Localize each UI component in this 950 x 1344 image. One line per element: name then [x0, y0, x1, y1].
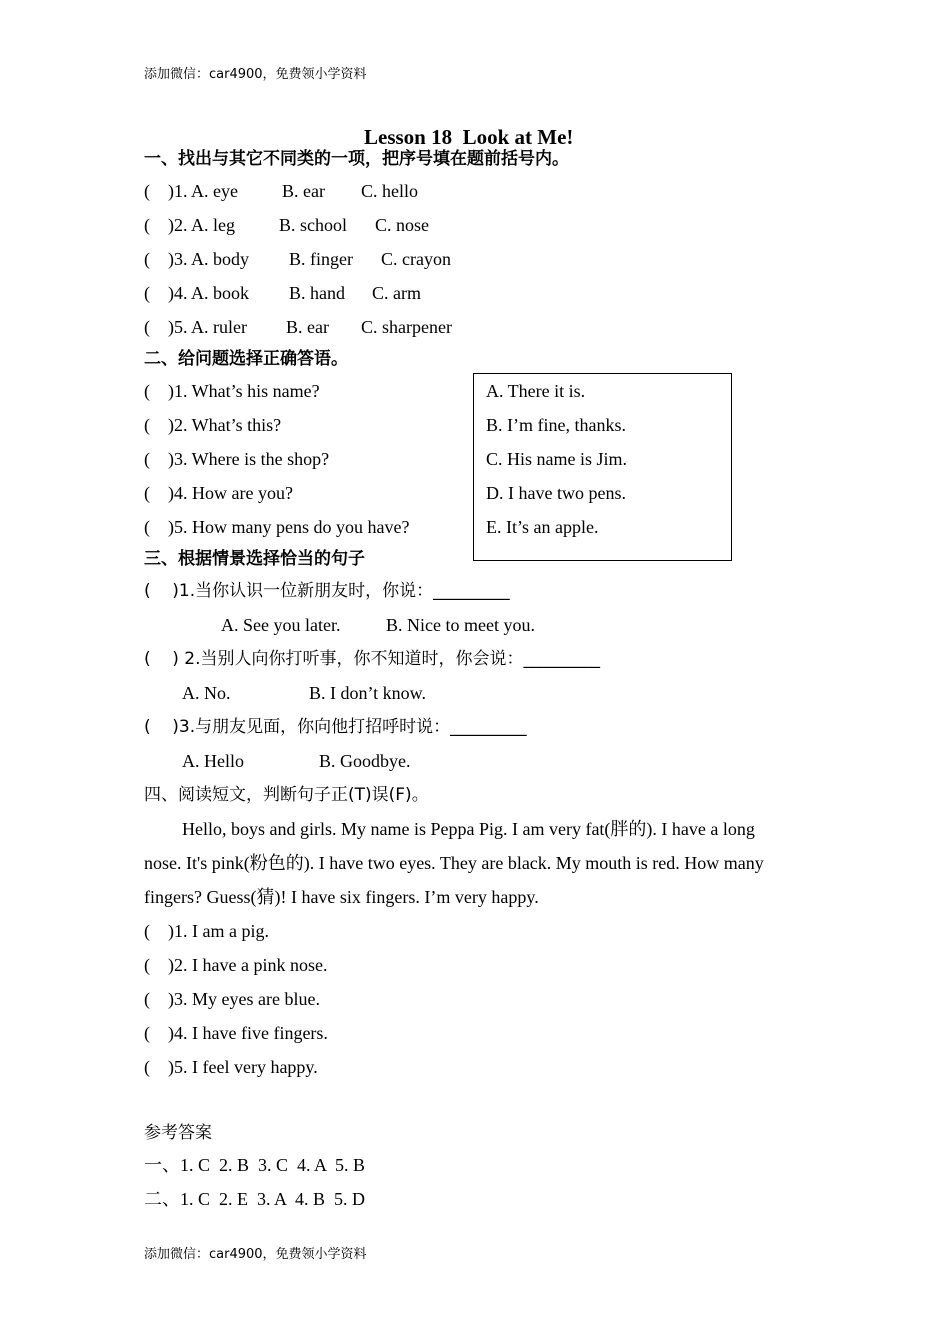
- page-header: 添加微信：car4900，免费领小学资料: [144, 67, 367, 82]
- s1-item-3-b: B. finger: [289, 249, 353, 269]
- s3-q3-option-a: A. Hello: [182, 751, 244, 771]
- s4-item-4: ( )4. I have five fingers.: [144, 1023, 328, 1043]
- page-title: Lesson 18 Look at Me!: [364, 125, 574, 149]
- s1-item-2-a: ( )2. A. leg: [144, 215, 235, 235]
- s1-item-5-b: B. ear: [286, 317, 329, 337]
- s3-q3-option-b: B. Goodbye.: [319, 751, 411, 771]
- s1-item-2-b: B. school: [279, 215, 348, 235]
- answers-line-1: 一、1. C 2. B 3. C 4. A 5. B: [144, 1155, 366, 1175]
- s1-item-1-c: C. hello: [361, 181, 418, 201]
- section4-heading: 四、阅读短文，判断句子正(T)误(F)。: [144, 785, 429, 805]
- s1-item-5-c: C. sharpener: [361, 317, 452, 337]
- s1-item-3-a: ( )3. A. body: [144, 249, 249, 269]
- s1-item-3-c: C. crayon: [381, 249, 451, 269]
- s3-question-3: ( )3.与朋友见面，你向他打招呼时说：_________: [144, 717, 527, 737]
- s2-answer-c: C. His name is Jim.: [486, 449, 628, 469]
- s4-passage-line-3: fingers? Guess(猜)! I have six fingers. I’m very happy.: [144, 887, 539, 907]
- section3-heading: 三、根据情景选择恰当的句子: [144, 549, 365, 569]
- s3-q1-option-a: A. See you later.: [221, 615, 341, 635]
- s2-question-1: ( )1. What’s his name?: [144, 381, 320, 401]
- s2-answer-d: D. I have two pens.: [486, 483, 626, 503]
- s4-item-2: ( )2. I have a pink nose.: [144, 955, 328, 975]
- s2-answer-e: E. It’s an apple.: [486, 517, 599, 537]
- s3-question-2: ( ) 2.当别人向你打听事，你不知道时，你会说：_________: [144, 649, 601, 669]
- answers-heading: 参考答案: [144, 1123, 212, 1143]
- s4-item-1: ( )1. I am a pig.: [144, 921, 269, 941]
- s3-q2-option-a: A. No.: [182, 683, 231, 703]
- s3-q1-option-b: B. Nice to meet you.: [386, 615, 535, 635]
- answers-line-2: 二、1. C 2. E 3. A 4. B 5. D: [144, 1189, 366, 1209]
- page-footer: 添加微信：car4900，免费领小学资料: [144, 1247, 367, 1262]
- s1-item-4-c: C. arm: [372, 283, 421, 303]
- s3-q2-option-b: B. I don’t know.: [309, 683, 426, 703]
- s2-question-3: ( )3. Where is the shop?: [144, 449, 330, 469]
- s3-question-1: ( )1.当你认识一位新朋友时，你说：_________: [144, 581, 510, 601]
- s4-passage-line-1: Hello, boys and girls. My name is Peppa Pig. I am very fat(胖的). I have a long: [182, 819, 755, 839]
- section1-heading: 一、找出与其它不同类的一项，把序号填在题前括号内。: [144, 149, 569, 169]
- s2-question-4: ( )4. How are you?: [144, 483, 293, 503]
- s1-item-1-a: ( )1. A. eye: [144, 181, 238, 201]
- s4-item-3: ( )3. My eyes are blue.: [144, 989, 320, 1009]
- section2-heading: 二、给问题选择正确答语。: [144, 349, 348, 369]
- s4-item-5: ( )5. I feel very happy.: [144, 1057, 318, 1077]
- s1-item-4-a: ( )4. A. book: [144, 283, 249, 303]
- s4-passage-line-2: nose. It's pink(粉色的). I have two eyes. They are black. My mouth is red. How many: [144, 853, 764, 873]
- s2-question-2: ( )2. What’s this?: [144, 415, 282, 435]
- s2-answer-a: A. There it is.: [486, 381, 586, 401]
- s1-item-5-a: ( )5. A. ruler: [144, 317, 247, 337]
- s1-item-2-c: C. nose: [375, 215, 429, 235]
- s2-question-5: ( )5. How many pens do you have?: [144, 517, 410, 537]
- s1-item-1-b: B. ear: [282, 181, 325, 201]
- s2-answer-b: B. I’m fine, thanks.: [486, 415, 626, 435]
- s1-item-4-b: B. hand: [289, 283, 345, 303]
